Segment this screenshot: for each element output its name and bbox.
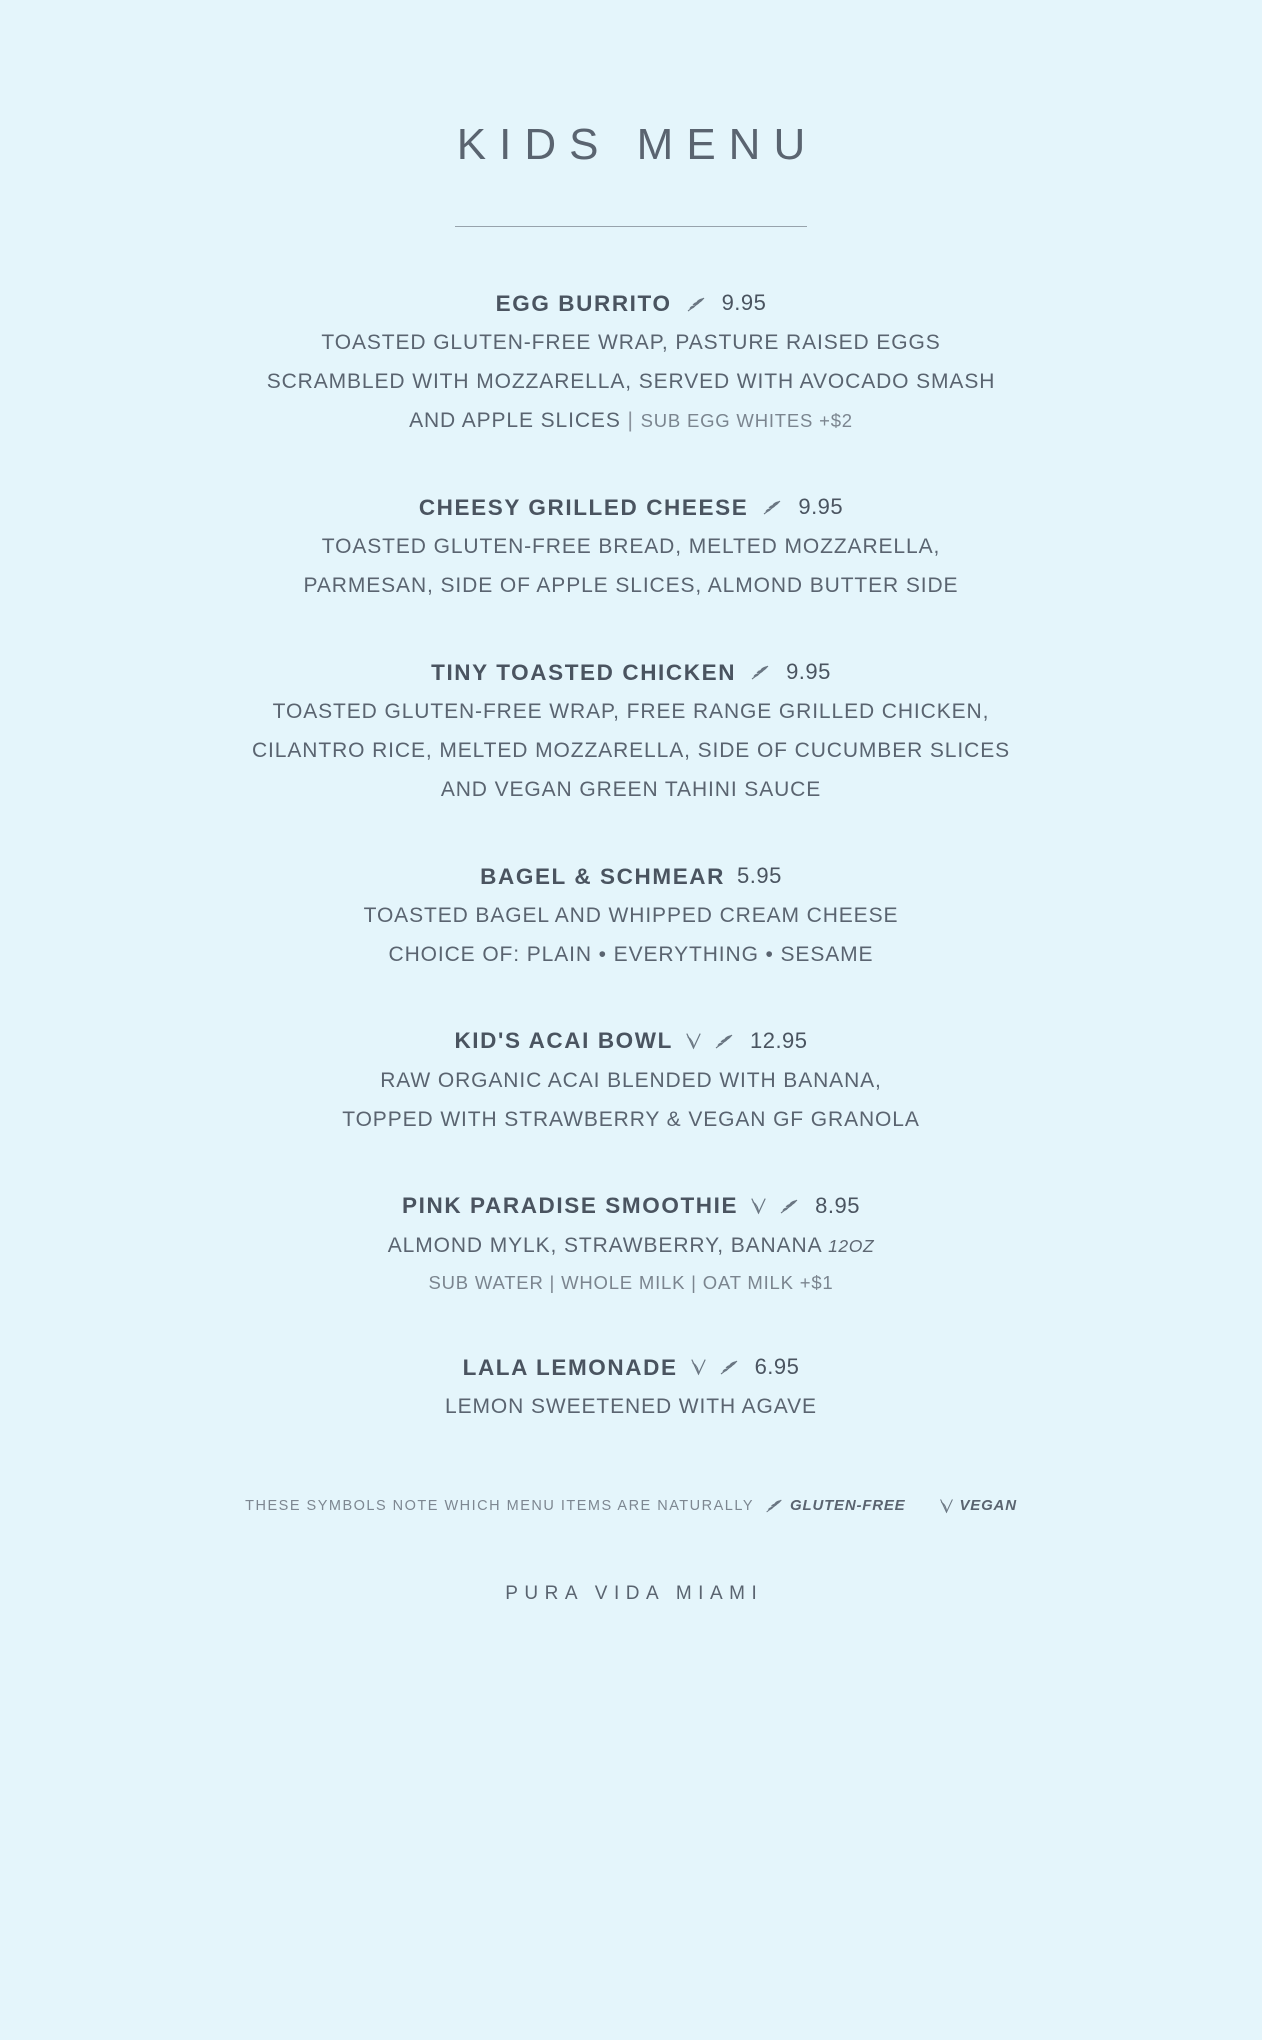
description-text: ALMOND MYLK, STRAWBERRY, BANANA <box>387 1233 822 1257</box>
menu-items-list <box>0 289 1262 1427</box>
description-size: 12OZ <box>828 1235 875 1256</box>
legend-gluten-free <box>763 1497 905 1514</box>
footer-brand: PURA VIDA MIAMI <box>505 1582 764 1604</box>
gluten-free-icon <box>760 498 784 516</box>
menu-item-description <box>0 1227 1262 1301</box>
gluten-free-icon <box>717 1358 741 1376</box>
menu-item-header <box>0 862 1262 891</box>
gluten-free-icon <box>712 1032 736 1050</box>
menu-item-icons <box>760 498 784 516</box>
menu-item <box>0 1191 1262 1300</box>
menu-item-header <box>0 493 1262 522</box>
description-line <box>0 1227 1262 1266</box>
menu-item <box>0 1026 1262 1139</box>
menu-item-header <box>0 289 1262 318</box>
menu-item-description <box>0 528 1262 606</box>
gluten-free-icon <box>684 295 708 313</box>
menu-page <box>0 120 1262 2040</box>
legend-gluten-free-label: GLUTEN-FREE <box>790 1497 906 1515</box>
menu-item-description <box>0 897 1262 975</box>
description-separator: | <box>627 408 634 432</box>
menu-item-price: 5.95 <box>737 862 782 888</box>
menu-item-header <box>0 658 1262 687</box>
menu-item-icons <box>690 1357 741 1377</box>
menu-item-header <box>0 1353 1262 1382</box>
menu-item-name: EGG BURRITO <box>495 291 672 316</box>
menu-item-price: 6.95 <box>754 1353 800 1379</box>
menu-item-price: 9.95 <box>786 659 831 685</box>
menu-item-name: BAGEL & SCHMEAR <box>480 863 726 889</box>
description-line: PARMESAN, SIDE OF APPLE SLICES, ALMOND BUTTER SIDE <box>303 573 959 597</box>
description-line: TOASTED GLUTEN-FREE WRAP, FREE RANGE GRILLED CHICKEN, <box>272 699 990 723</box>
menu-item-price: 9.95 <box>721 290 767 316</box>
menu-item <box>0 289 1262 441</box>
gluten-free-icon <box>763 1497 785 1514</box>
page-title: KIDS MENU <box>456 120 819 169</box>
description-substitution: SUB WATER | WHOLE MILK | OAT MILK +$1 <box>428 1272 834 1294</box>
menu-item-icons <box>685 1031 736 1051</box>
menu-item-name: KID'S ACAI BOWL <box>454 1028 673 1054</box>
menu-item-price: 9.95 <box>798 494 844 520</box>
vegan-icon <box>685 1031 702 1051</box>
description-line: TOPPED WITH STRAWBERRY & VEGAN GF GRANOLA <box>342 1107 920 1131</box>
menu-item-description <box>0 693 1262 810</box>
description-line: TOASTED BAGEL AND WHIPPED CREAM CHEESE <box>363 903 899 927</box>
description-line: RAW ORGANIC ACAI BLENDED WITH BANANA, <box>380 1068 882 1092</box>
menu-item-name: LALA LEMONADE <box>462 1354 678 1380</box>
gluten-free-icon <box>777 1197 801 1215</box>
description-substitution: SUB EGG WHITES +$2 <box>640 409 853 431</box>
menu-item <box>0 1353 1262 1427</box>
menu-item-description <box>0 324 1262 441</box>
description-text: AND APPLE SLICES <box>409 408 621 432</box>
gluten-free-icon <box>748 663 772 681</box>
menu-item <box>0 493 1262 606</box>
legend-text: THESE SYMBOLS NOTE WHICH MENU ITEMS ARE NATURALLY <box>245 1497 755 1514</box>
description-line <box>0 402 1262 441</box>
menu-item-name: TINY TOASTED CHICKEN <box>431 659 737 685</box>
menu-item-name: CHEESY GRILLED CHEESE <box>418 494 749 520</box>
legend <box>0 1497 1262 1515</box>
menu-item-header <box>0 1026 1262 1055</box>
description-line: SCRAMBLED WITH MOZZARELLA, SERVED WITH AVOCADO SMASH <box>266 370 996 394</box>
menu-item-header <box>0 1191 1262 1220</box>
vegan-icon <box>690 1357 707 1377</box>
menu-item-price: 12.95 <box>749 1027 808 1053</box>
description-line: TOASTED GLUTEN-FREE WRAP, PASTURE RAISED EGGS <box>321 331 941 355</box>
vegan-icon <box>750 1196 767 1216</box>
menu-item <box>0 862 1262 975</box>
menu-item-price: 8.95 <box>815 1192 860 1218</box>
menu-item-icons <box>748 663 772 681</box>
menu-item-icons <box>684 295 708 313</box>
menu-item-description <box>0 1062 1262 1140</box>
menu-item-name: PINK PARADISE SMOOTHIE <box>402 1193 739 1219</box>
description-line: AND VEGAN GREEN TAHINI SAUCE <box>440 777 822 801</box>
menu-item-icons <box>750 1196 801 1216</box>
description-line: CILANTRO RICE, MELTED MOZZARELLA, SIDE OF CUCUMBER SLICES <box>251 738 1011 762</box>
legend-vegan-label: VEGAN <box>959 1497 1017 1515</box>
title-divider <box>455 226 807 227</box>
legend-vegan <box>939 1497 1016 1515</box>
description-line: TOASTED GLUTEN-FREE BREAD, MELTED MOZZARELLA, <box>321 535 941 559</box>
menu-item-description <box>0 1388 1262 1427</box>
description-line: LEMON SWEETENED WITH AGAVE <box>445 1394 817 1418</box>
vegan-icon <box>939 1497 954 1515</box>
description-line: CHOICE OF: PLAIN • EVERYTHING • SESAME <box>388 942 874 966</box>
menu-item <box>0 658 1262 810</box>
